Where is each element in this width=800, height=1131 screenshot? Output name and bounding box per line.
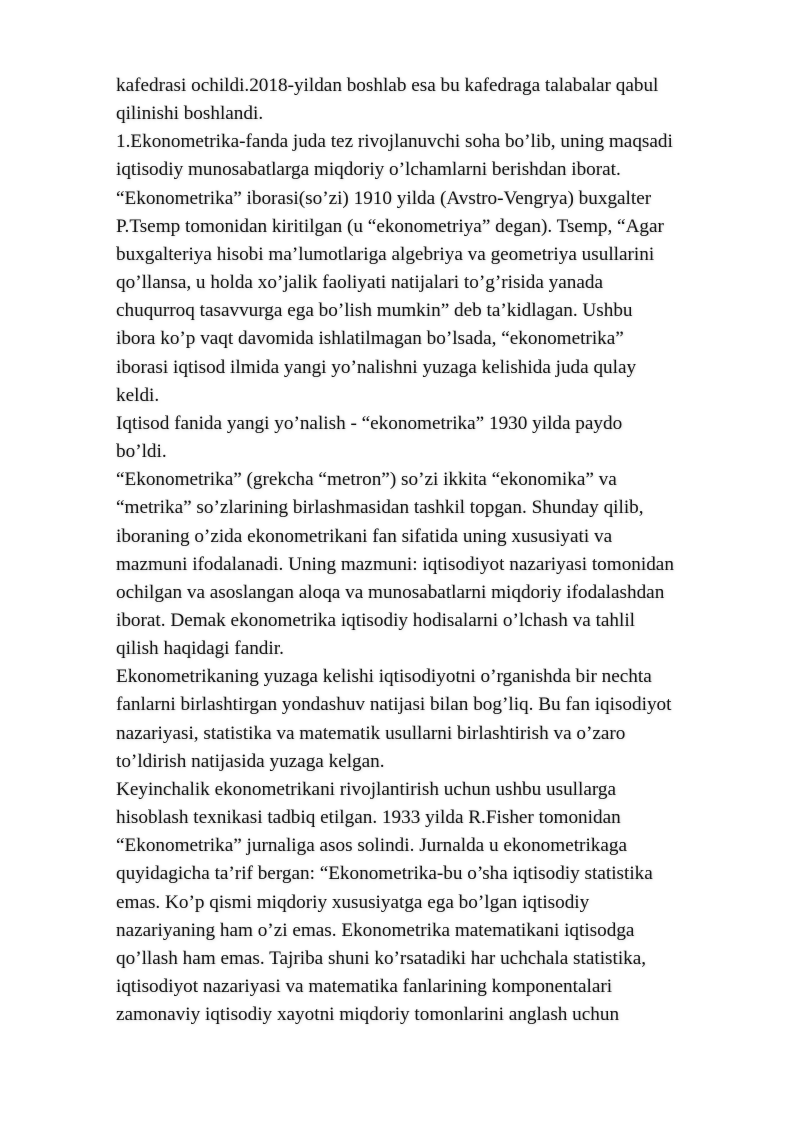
text-line: “metrika” so’zlarining birlashmasidan tashkil topgan. Shunday qilib, (116, 497, 644, 519)
text-line: ibora ko’p vaqt davomida ishlatilmagan bo’lsada, “ekonometrika” (116, 328, 624, 350)
text-line: iqtisodiy munosabatlarga miqdoriy o’lchamlarni berishdan iborat. (116, 159, 621, 181)
text-line: emas. Ko’p qismi miqdoriy xususiyatga ega bo’lgan iqtisodiy (116, 891, 590, 913)
text-line: nazariyaning ham o’zi emas. Ekonometrika matematikani iqtisodga (116, 919, 635, 941)
text-line: P.Tsemp tomonidan kiritilgan (u “ekonometriya” degan). Tsemp, “Agar (116, 215, 664, 237)
text-line: nazariyasi, statistika va matematik usullarni birlashtirish va o’zaro (116, 722, 626, 744)
text-line: Ekonometrikaning yuzaga kelishi iqtisodiyotni o’rganishda bir nechta (116, 666, 652, 688)
text-line: quyidagicha ta’rif bergan: “Ekonometrika-bu o’sha iqtisodiy statistika (116, 863, 653, 885)
text-line: mazmuni ifodalanadi. Uning mazmuni: iqtisodiyot nazariyasi tomonidan (116, 553, 674, 575)
text-line: fanlarni birlashtirgan yondashuv natijasi bilan bog’liq. Bu fan iqisodiyot (116, 694, 672, 716)
text-line: 1.Ekonometrika-fanda juda tez rivojlanuvchi soha bo’lib, uning maqsadi (116, 131, 673, 153)
text-line: qo’llansa, u holda xo’jalik faoliyati natijalari to’g’risida yanada (116, 272, 603, 294)
text-line: buxgalteriya hisobi ma’lumotlariga algebriya va geometriya usullarini (116, 243, 655, 265)
text-line: iqtisodiyot nazariyasi va matematika fanlarining komponentalari (116, 976, 613, 997)
body-text (116, 72, 756, 1029)
text-line: iboraning o’zida ekonometrikani fan sifatida uning xususiyati va (116, 525, 613, 547)
text-line: to’ldirish natijasida yuzaga kelgan. (116, 750, 385, 772)
text-line: hisoblash texnikasi tadbiq etilgan. 1933 yilda R.Fisher tomonidan (116, 807, 621, 829)
text-line: Keyinchalik ekonometrikani rivojlantirish uchun ushbu usullarga (116, 778, 617, 800)
text-line: kafedrasi ochildi.2018-yildan boshlab esa bu kafedraga talabalar qabul (116, 75, 659, 96)
text-line: keldi. (116, 384, 160, 406)
text-line: zamonaviy iqtisodiy xayotni miqdoriy tomonlarini anglash uchun (116, 1004, 620, 1026)
text-line: qilinishi boshlandi. (116, 103, 264, 125)
text-line: ochilgan va asoslangan aloqa va munosabatlarni miqdoriy ifodalashdan (116, 581, 665, 603)
text-line: Iqtisod fanida yangi yo’nalish - “ekonometrika” 1930 yilda paydo (116, 412, 623, 434)
text-line: “Ekonometrika” (grekcha “metron”) so’zi ikkita “ekonomika” va (116, 469, 617, 491)
text-line: iborat. Demak ekonometrika iqtisodiy hodisalarni o’lchash va tahlil (116, 609, 635, 631)
text-line: iborasi iqtisod ilmida yangi yo’nalishni yuzaga kelishida juda qulay (116, 356, 637, 378)
text-line: chuqurroq tasavvurga ega bo’lish mumkin” deb ta’kidlagan. Ushbu (116, 300, 633, 322)
text-line: “Ekonometrika” jurnaliga asos solindi. Jurnalda u ekonometrikaga (116, 835, 627, 857)
text-line: qilish haqidagi fandir. (116, 638, 284, 660)
text-line: bo’ldi. (116, 441, 167, 463)
text-line: “Ekonometrika” iborasi(so’zi) 1910 yilda (Avstro-Vengrya) buxgalter (116, 187, 652, 209)
text-line: qo’llash ham emas. Tajriba shuni ko’rsatadiki har uchchala statistika, (116, 947, 647, 969)
